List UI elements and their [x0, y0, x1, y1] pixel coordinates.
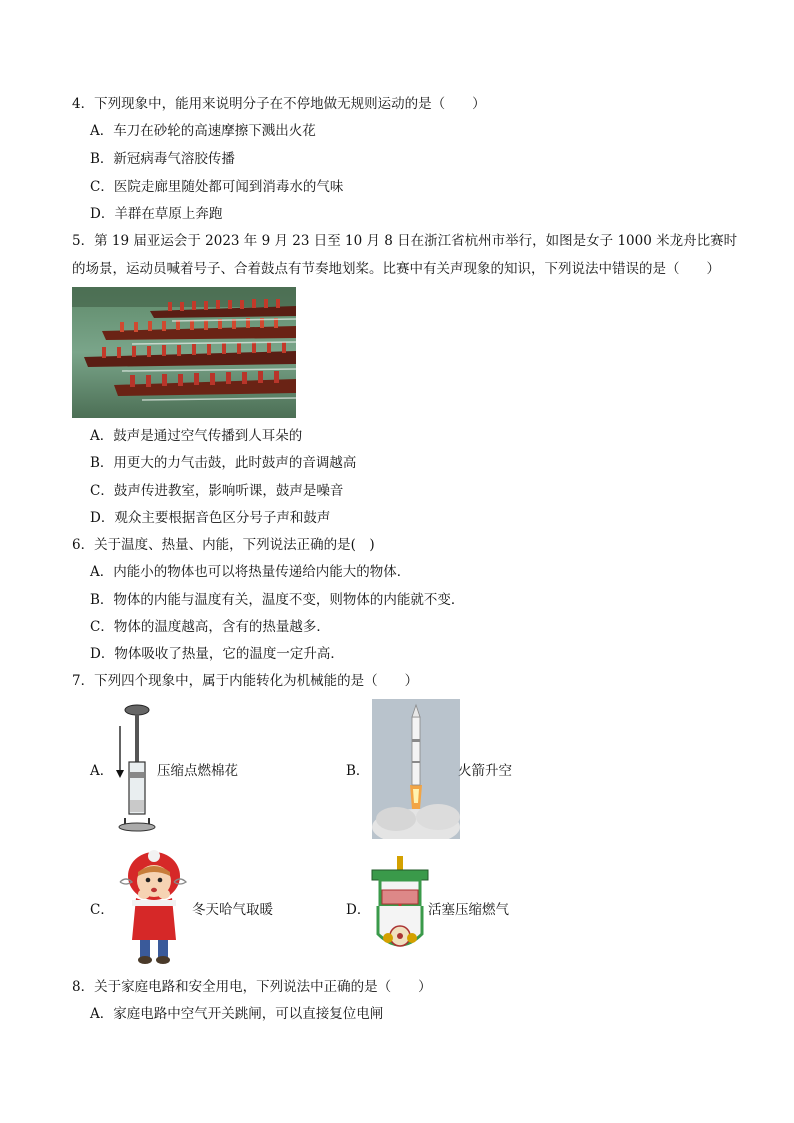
question-6-option-d: D．物体吸收了热量，它的温度一定升高． — [90, 646, 344, 662]
question-7-option-a-caption: 压缩点燃棉花 — [157, 763, 238, 779]
question-7-option-b-letter: B． — [346, 763, 370, 779]
question-4-stem: 4．下列现象中，能用来说明分子在不停地做无规则运动的是（ ） — [72, 96, 486, 112]
question-7-option-d-letter: D． — [346, 902, 371, 918]
question-5-option-b: B．用更大的力气击鼓，此时鼓声的音调越高 — [90, 455, 357, 471]
question-4-option-d: D．羊群在草原上奔跑 — [90, 206, 223, 222]
question-7-option-a-letter: A． — [90, 763, 114, 779]
question-8-stem: 8．关于家庭电路和安全用电，下列说法中正确的是（ ） — [72, 979, 432, 995]
compression-tube-image — [112, 700, 158, 832]
question-7-stem: 7．下列四个现象中，属于内能转化为机械能的是（ ） — [72, 673, 419, 689]
question-7-option-c-caption: 冬天哈气取暖 — [192, 902, 273, 918]
question-6-option-b: B．物体的内能与温度有关，温度不变，则物体的内能就不变． — [90, 592, 465, 608]
question-5-stem-line-2: 的场景，运动员喊着号子、合着鼓点有节奏地划桨。比赛中有关声现象的知识，下列说法中错误的是（ ） — [72, 261, 720, 277]
question-6-option-a: A．内能小的物体也可以将热量传递给内能大的物体． — [90, 564, 411, 580]
question-5-stem-line-1: 5．第 19 届亚运会于 2023 年 9 月 23 日至 10 月 8 日在浙江省杭州市举行，如图是女子 1000 米龙舟比赛时 — [72, 233, 738, 249]
question-5-option-d: D．观众主要根据音色区分号子声和鼓声 — [90, 510, 331, 526]
dragon-boat-race-photo — [72, 287, 296, 418]
engine-compression-stroke-image — [370, 856, 430, 956]
question-4-option-b: B．新冠病毒气溶胶传播 — [90, 151, 235, 167]
question-7-option-c-letter: C． — [90, 902, 114, 918]
question-6-stem: 6．关于温度、热量、内能，下列说法正确的是( ) — [72, 537, 375, 553]
question-4-option-a: A．车刀在砂轮的高速摩擦下溅出火花 — [90, 123, 316, 139]
question-4-option-c: C．医院走廊里随处都可闻到消毒水的气味 — [90, 179, 344, 195]
question-6-option-c: C．物体的温度越高，含有的热量越多． — [90, 619, 330, 635]
question-8-option-a: A．家庭电路中空气开关跳闸，可以直接复位电闸 — [90, 1006, 384, 1022]
question-7-option-d-caption: 活塞压缩燃气 — [428, 902, 509, 918]
question-5-option-c: C．鼓声传进教室，影响听课，鼓声是噪音 — [90, 483, 344, 499]
question-7-option-b-caption: 火箭升空 — [458, 763, 512, 779]
girl-blowing-warm-air-image — [114, 848, 192, 966]
rocket-launch-photo — [372, 699, 460, 839]
question-5-option-a: A．鼓声是通过空气传播到人耳朵的 — [90, 428, 303, 444]
